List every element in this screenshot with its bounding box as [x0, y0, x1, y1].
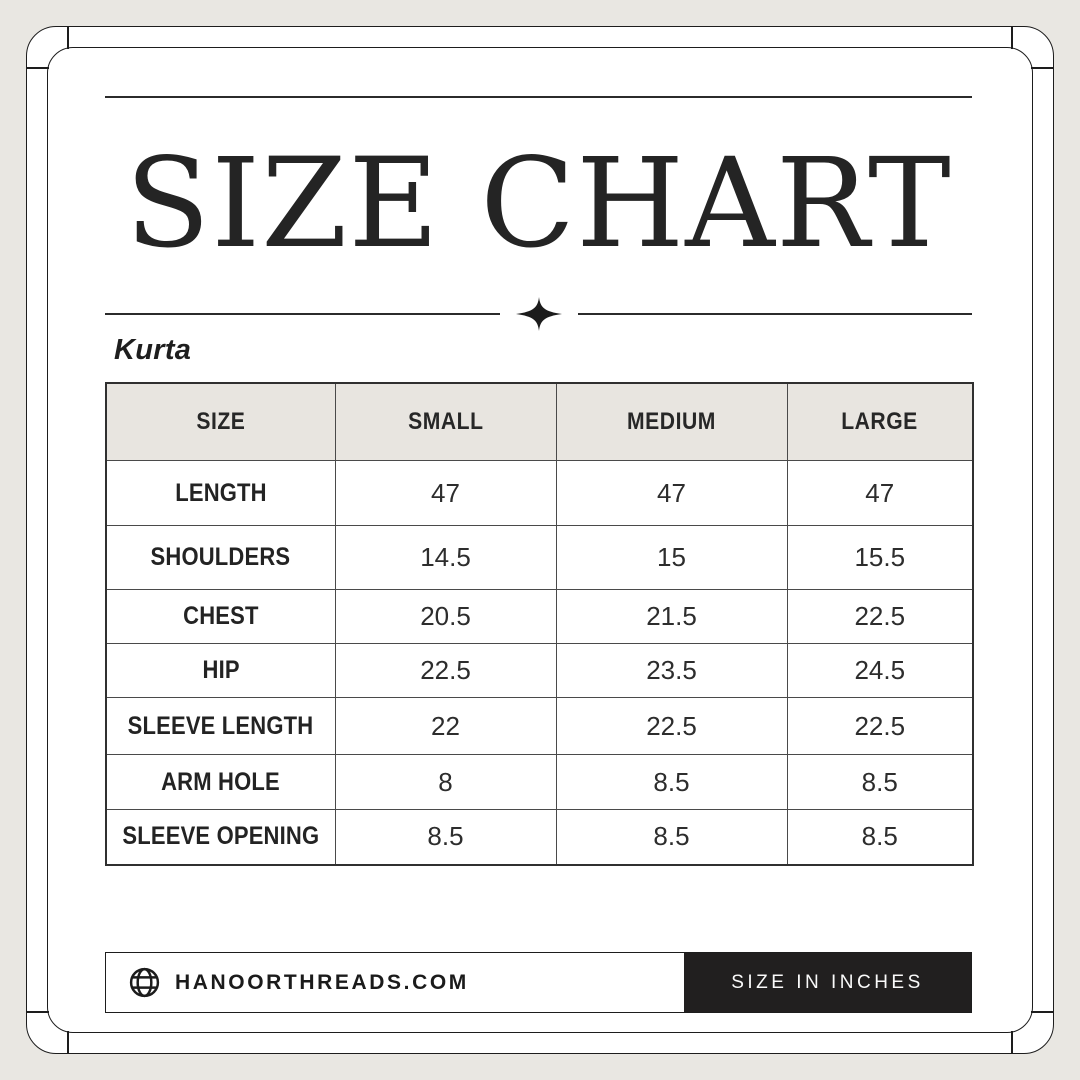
- globe-icon: [128, 966, 161, 999]
- size-value: 23.5: [646, 655, 697, 685]
- page-title: SIZE CHART: [125, 132, 952, 276]
- size-value-cell: [335, 461, 556, 526]
- row-label: ARM HOLE: [161, 767, 281, 796]
- size-value-cell: [556, 461, 787, 526]
- size-value-cell: [556, 644, 787, 698]
- size-value-cell: [335, 698, 556, 755]
- size-unit-badge: SIZE IN INCHES: [684, 953, 971, 1012]
- size-table: [105, 382, 974, 866]
- frame-corner-tick: [1031, 67, 1053, 69]
- sparkle-icon: [516, 297, 562, 331]
- size-value: 22.5: [854, 710, 906, 741]
- size-value: 22.5: [854, 601, 906, 631]
- row-label-cell: [106, 644, 335, 698]
- size-value-cell: [787, 526, 973, 590]
- row-label-cell: [106, 810, 335, 865]
- size-value: 22: [431, 710, 460, 741]
- size-value: 8.5: [427, 821, 464, 852]
- table-header-row: [106, 383, 973, 461]
- size-value-cell: [335, 755, 556, 810]
- frame-corner-tick: [67, 27, 69, 49]
- frame-corner-tick: [1031, 1011, 1053, 1013]
- size-value-cell: [556, 810, 787, 865]
- size-value: 8.5: [653, 766, 690, 797]
- size-value-cell: [787, 461, 973, 526]
- row-label: LENGTH: [174, 478, 267, 507]
- size-value: 24.5: [854, 655, 906, 685]
- size-value: 47: [431, 477, 460, 508]
- row-label: SLEEVE OPENING: [122, 822, 320, 851]
- table-row: [106, 644, 973, 698]
- size-value-cell: [787, 644, 973, 698]
- table-row: [106, 755, 973, 810]
- size-value-cell: [556, 755, 787, 810]
- size-value-cell: [556, 590, 787, 644]
- frame-corner-tick: [1011, 1031, 1013, 1053]
- size-value: 8.5: [653, 821, 690, 852]
- product-label: Kurta: [114, 334, 192, 366]
- size-value: 22.5: [646, 710, 697, 741]
- row-label-cell: [106, 755, 335, 810]
- column-header-label: SIZE: [196, 408, 246, 435]
- size-value: 20.5: [420, 601, 471, 631]
- size-value-cell: [335, 644, 556, 698]
- size-value-cell: [335, 590, 556, 644]
- column-header-label: SMALL: [407, 408, 484, 435]
- frame-corner-tick: [27, 67, 49, 69]
- size-value: 47: [657, 477, 686, 508]
- row-label: CHEST: [183, 602, 259, 630]
- row-label-cell: [106, 461, 335, 526]
- column-header-small: [335, 383, 556, 461]
- row-label: SHOULDERS: [150, 543, 291, 571]
- size-value-cell: [556, 698, 787, 755]
- size-value-cell: [787, 755, 973, 810]
- frame-corner-tick: [1011, 27, 1013, 49]
- table-row: [106, 590, 973, 644]
- frame-corner-tick: [67, 1031, 69, 1053]
- size-value-cell: [556, 526, 787, 590]
- row-label-cell: [106, 698, 335, 755]
- column-header-label: LARGE: [841, 408, 919, 435]
- size-value: 14.5: [420, 542, 471, 572]
- divider-line: [105, 313, 500, 315]
- size-value-cell: [787, 810, 973, 865]
- size-value-cell: [787, 590, 973, 644]
- size-value: 8.5: [861, 766, 898, 797]
- size-value-cell: [335, 810, 556, 865]
- row-label-cell: [106, 590, 335, 644]
- size-value: 8: [438, 766, 453, 797]
- row-label: HIP: [202, 656, 240, 684]
- footer-bar: [105, 952, 972, 1013]
- frame-corner-tick: [27, 1011, 49, 1013]
- website-url: HANOORTHREADS.COM: [175, 970, 469, 994]
- size-value-cell: [335, 526, 556, 590]
- row-label: SLEEVE LENGTH: [127, 711, 314, 740]
- table-row: [106, 810, 973, 865]
- column-header-size: [106, 383, 335, 461]
- table-row: [106, 526, 973, 590]
- table-row: [106, 461, 973, 526]
- header-rule: [105, 96, 972, 98]
- column-header-large: [787, 383, 973, 461]
- divider-line: [578, 313, 973, 315]
- size-value: 47: [865, 477, 895, 508]
- size-value-cell: [787, 698, 973, 755]
- column-header-label: MEDIUM: [627, 408, 716, 435]
- footer-website: [106, 953, 684, 1012]
- size-value: 15.5: [854, 542, 906, 572]
- column-header-medium: [556, 383, 787, 461]
- size-value: 21.5: [646, 601, 697, 631]
- size-value: 22.5: [420, 655, 471, 685]
- size-value: 8.5: [861, 821, 898, 852]
- title-divider: [105, 298, 972, 330]
- size-value: 15: [657, 542, 686, 572]
- row-label-cell: [106, 526, 335, 590]
- table-row: [106, 698, 973, 755]
